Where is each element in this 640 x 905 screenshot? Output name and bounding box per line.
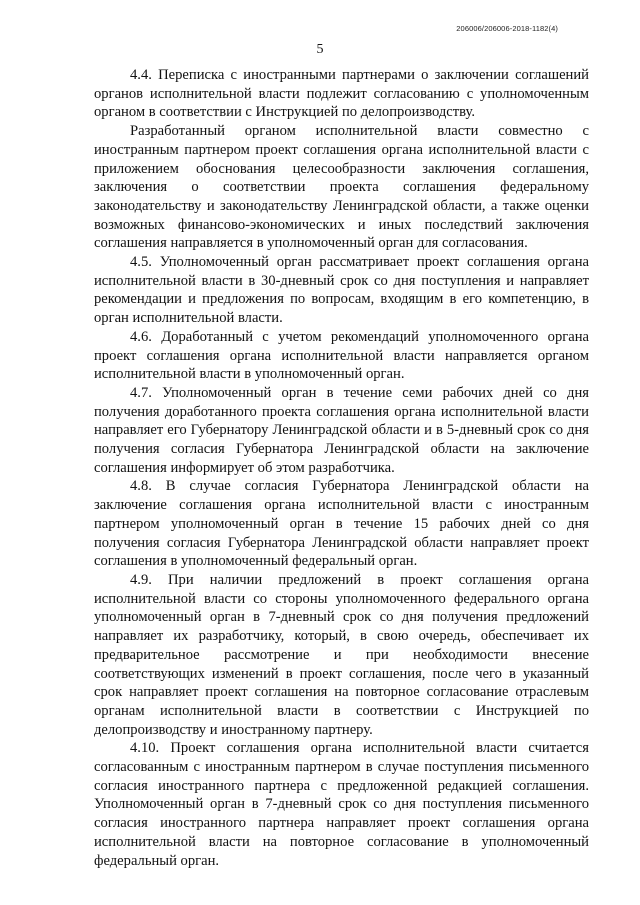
paragraph-4-8: 4.8. В случае согласия Губернатора Ленинградской области на заключение соглашения органа исполнительной власти с иностранным партнером уполномоченный орган в течение 15 рабочих дней со дня получения согласия Губернатора Ленинградской области направляет проект соглашения в уполномоченный федеральный орган. <box>94 478 589 570</box>
paragraph-4-7: 4.7. Уполномоченный орган в течение семи рабочих дней со дня получения доработанного проекта соглашения органа исполнительной власти направляет его Губернатору Ленинградской области и в 5-дневный срок со дня получения согласия Губернатора Ленинградской области на заключение соглашения информирует об этом разработчика. <box>94 384 589 476</box>
paragraph-4-4: 4.4. Переписка с иностранными партнерами о заключении соглашений органов исполнительной власти подлежит согласованию с уполномоченным органом в соответствии с Инструкцией по делопроизводству. <box>94 67 589 121</box>
paragraph-4-9: 4.9. При наличии предложений в проект соглашения органа исполнительной власти со стороны уполномоченного федерального органа уполномоченный орган в 7-дневный срок со дня получения предложений направляет их разработчику, который, в свою очередь, обеспечивает их предварительное рассмотрение и при необходимости внесение соответствующих изменений в проект соглашения, после чего в указанный срок направляет проект соглашения на повторное согласование отраслевым органам исполнительной власти в соответствии с Инструкцией по делопроизводству и иностранному партнеру. <box>94 571 589 738</box>
page-number: 5 <box>316 42 324 57</box>
paragraph-4-6: 4.6. Доработанный с учетом рекомендаций уполномоченного органа проект соглашения органа исполнительной власти направляется органом исполнительной власти в уполномоченный орган. <box>94 328 589 383</box>
document-body <box>94 66 589 870</box>
document-id: 206006/206006-2018-1182(4) <box>456 24 558 33</box>
paragraph-4-10: 4.10. Проект соглашения органа исполнительной власти считается согласованным с иностранным партнером в случае поступления письменного согласия иностранного партнера с предложенной редакцией соглашения. Уполномоченный орган в 7-дневный срок со дня поступления письменного согласия иностранного партнера направляет проект соглашения органа исполнительной власти на повторное согласование в уполномоченный федеральный орган. <box>94 740 589 869</box>
paragraph-4-4-continued: Разработанный органом исполнительной власти совместно с иностранным партнером проект соглашения органа исполнительной власти с приложением обоснования целесообразности заключения соглашения, заключения о соответствии проекта соглашения федеральному законодательству и законодательству Ленинградской области, а также оценки возможных финансово-экономических и иных последствий заключения соглашения направляется в уполномоченный орган для согласования. <box>94 123 589 252</box>
paragraph-4-5: 4.5. Уполномоченный орган рассматривает проект соглашения органа исполнительной власти в 30-дневный срок со дня поступления и направляет рекомендации и предложения по вопросам, входящим в его компетенцию, в орган исполнительной власти. <box>94 254 589 327</box>
